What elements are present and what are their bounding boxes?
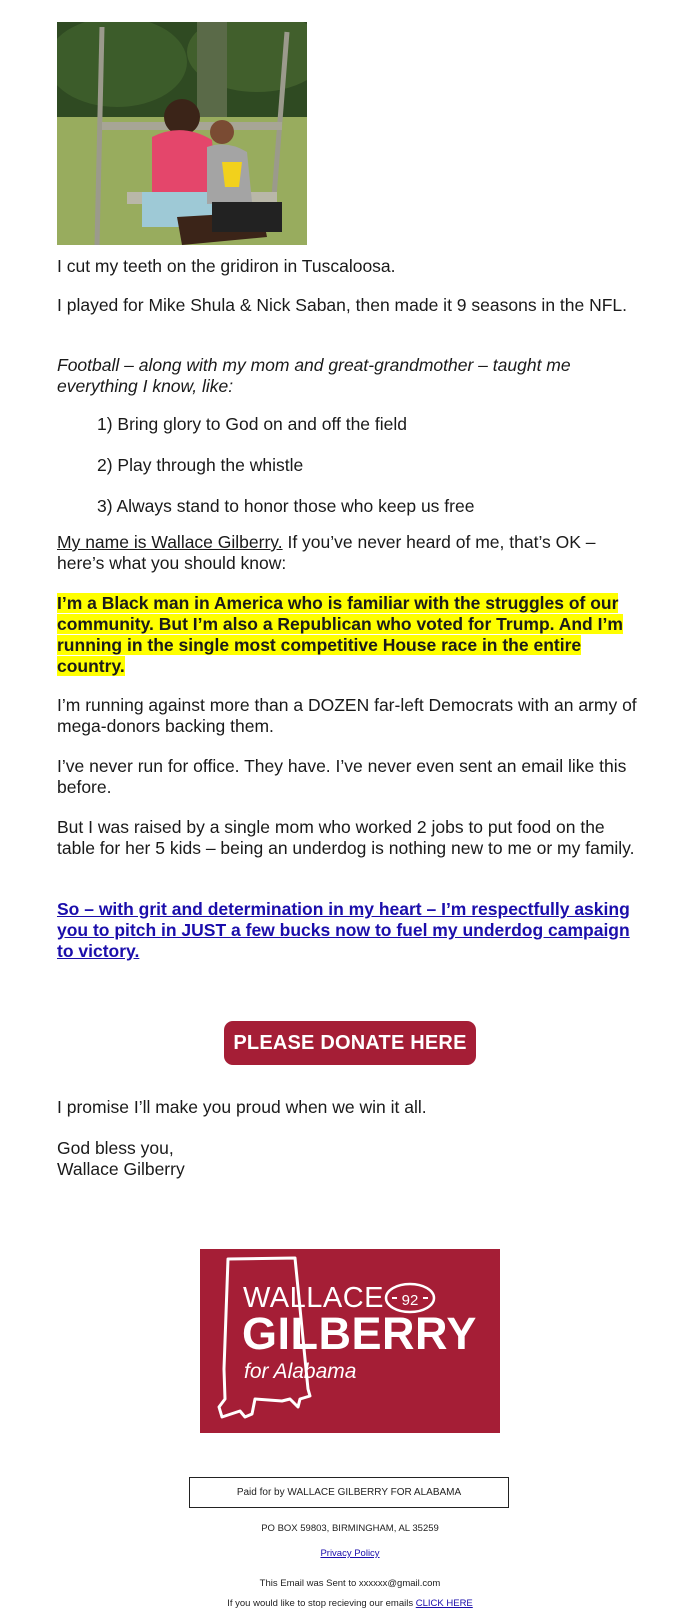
unsubscribe-link[interactable]: CLICK HERE <box>415 1598 473 1609</box>
name-intro-rest: If you’ve never heard of me, that’s OK – here’s what you should know: <box>57 532 596 573</box>
lesson-1: 1) Bring glory to God on and off the field <box>97 414 408 434</box>
footer-sent-to: This Email was Sent to xxxxxx@gmail.com <box>259 1578 441 1589</box>
paid-for-disclaimer: Paid for by WALLACE GILBERRY FOR ALABAMA <box>189 1477 509 1508</box>
ask-paragraph <box>57 899 647 962</box>
closing-blessing: God bless you, <box>57 1138 174 1158</box>
alabama-outline-icon <box>200 1249 500 1433</box>
donate-button[interactable]: PLEASE DONATE HERE <box>224 1021 476 1065</box>
intro-line-2: I played for Mike Shula & Nick Saban, then made it 9 seasons in the NFL. <box>57 295 628 315</box>
intro-line-1: I cut my teeth on the gridiron in Tuscaloosa. <box>57 256 396 276</box>
privacy-policy-link[interactable]: Privacy Policy <box>320 1548 380 1559</box>
body-paragraph-2: I’ve never run for office. They have. I’ve never even sent an email like this before. <box>57 756 627 797</box>
highlight-text: I’m a Black man in America who is familiar with the struggles of our community. But I’m also a Republican who voted for Trump. And I’m running in the single most competitive House race in the entire country. <box>57 593 623 676</box>
name-intro <box>57 532 647 574</box>
lesson-3: 3) Always stand to honor those who keep us free <box>97 496 475 516</box>
footer-address: PO BOX 59803, BIRMINGHAM, AL 35259 <box>261 1523 439 1534</box>
unsubscribe-text: If you would like to stop recieving our emails <box>227 1598 414 1609</box>
logo-line-2: GILBERRY <box>242 1308 477 1359</box>
closing-promise: I promise I’ll make you proud when we win it all. <box>57 1097 427 1117</box>
logo-number: 92 <box>401 1292 419 1309</box>
footer-unsubscribe <box>0 1598 700 1609</box>
donate-ask-link[interactable]: So – with grit and determination in my heart – I’m respectfully asking you to pitch in JUST a few bucks now to fuel my underdog campaign to victory. <box>57 899 630 961</box>
body-paragraph-3: But I was raised by a single mom who worked 2 jobs to put food on the table for her 5 kids – being an underdog is nothing new to me or my family. <box>57 817 635 858</box>
candidate-photo <box>57 22 307 245</box>
campaign-logo <box>200 1249 500 1433</box>
intro-line-3: Football – along with my mom and great-grandmother – taught me everything I know, like: <box>57 355 571 396</box>
name-intro-underlined: My name is Wallace Gilberry. <box>57 532 283 552</box>
closing-signature: Wallace Gilberry <box>57 1159 185 1179</box>
lesson-2: 2) Play through the whistle <box>97 455 304 475</box>
body-paragraph-1: I’m running against more than a DOZEN far-left Democrats with an army of mega-donors backing them. <box>57 695 637 736</box>
footer-privacy <box>0 1548 700 1559</box>
highlight-paragraph <box>57 593 647 677</box>
logo-line-1: WALLACE <box>243 1282 385 1314</box>
logo-line-3: for Alabama <box>244 1360 357 1383</box>
